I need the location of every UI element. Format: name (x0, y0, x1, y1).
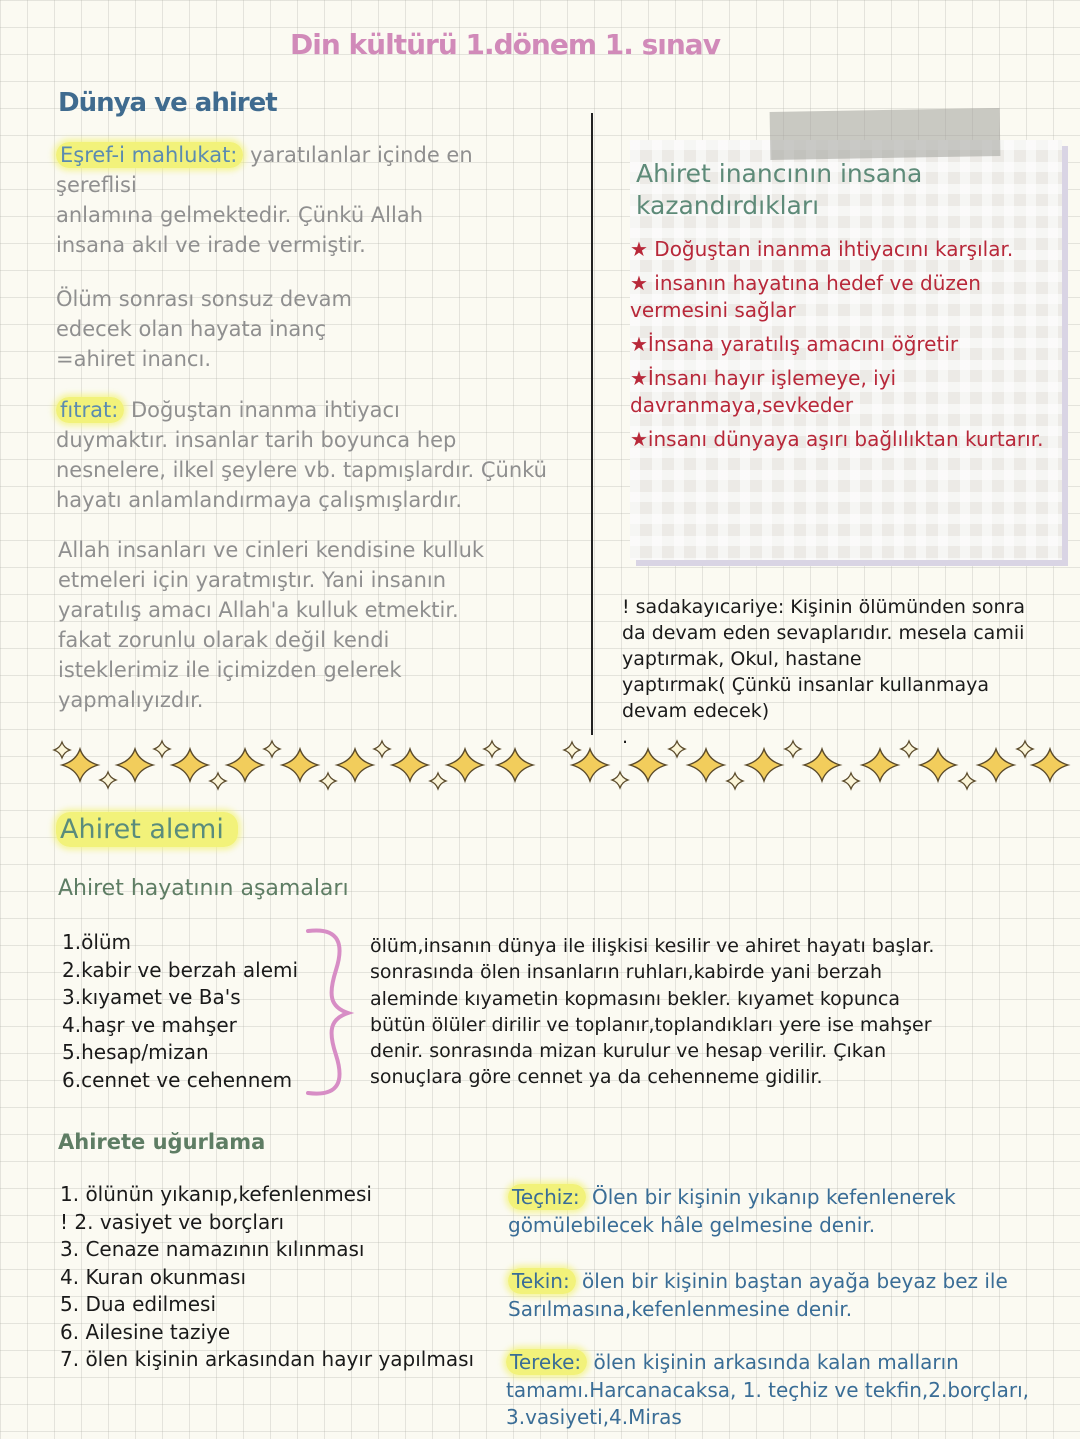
sparkle-icon (210, 773, 226, 789)
ugurlama-item: ! 2. vasiyet ve borçları (60, 1209, 285, 1234)
star-icon (62, 749, 98, 781)
desc-line: bütün ölüler dirilir ve toplanır,toplandıkları yere ise mahşer (370, 1013, 932, 1036)
stages-description (370, 933, 990, 1091)
techiz-line-1: Ölen bir kişinin yıkanıp kefenlenerek (585, 1185, 956, 1209)
sparkle-icon (564, 742, 580, 758)
esref-term: Eşref-i mahlukat: (56, 142, 243, 168)
techiz-line-2: gömülebilecek hâle gelmesine denir. (508, 1212, 876, 1237)
allah-paragraph (58, 535, 558, 715)
tekin-term: Tekin: (508, 1268, 576, 1294)
star-icon (392, 749, 428, 781)
tereke-line-1: ölen kişinin arkasında kalan malların (587, 1350, 959, 1374)
star-icon (688, 749, 724, 781)
fitrat-term: fıtrat: (56, 397, 124, 423)
star-icon (282, 749, 318, 781)
stage-item: 3.kıyamet ve Ba's (62, 985, 241, 1009)
sparkle-icon (264, 741, 280, 757)
esref-paragraph (56, 140, 556, 260)
sparkle-icon (959, 773, 975, 789)
star-icon (447, 749, 483, 781)
ugurlama-heading: Ahirete uğurlama (58, 1130, 266, 1154)
tereke-term: Tereke: (506, 1349, 587, 1375)
desc-line: ölüm,insanın dünya ile ilişkisi kesilir ve ahiret hayatı başlar. (370, 935, 935, 957)
allah-line-2: etmeleri için yaratmıştır. Yani insanın (58, 568, 447, 592)
fitrat-line-3: nesnelere, ilkel şeylere vb. tapmışlardır. Çünkü (56, 458, 547, 482)
sparkle-icon (320, 773, 336, 789)
star-icon (337, 749, 373, 781)
stage-item: 1.ölüm (62, 930, 132, 954)
stage-item: 2.kabir ve berzah alemi (62, 957, 299, 982)
note-title: Ahiret inancının insana kazandırdıkları (636, 159, 923, 220)
olum-paragraph (56, 284, 556, 374)
sadaka-line-6: . (622, 726, 629, 748)
fitrat-line-4: hayatı anlamlandırmaya çalışmışlardır. (56, 488, 463, 512)
sadaka-paragraph (622, 594, 1052, 750)
note-item: ★ Doğuştan inanma ihtiyacını karşılar. (630, 237, 1014, 261)
ugurlama-item: 5. Dua edilmesi (60, 1292, 217, 1316)
esref-line-3: anlamına gelmektedir. Çünkü Allah (56, 203, 424, 227)
sparkle-icon (901, 741, 917, 757)
tape-decoration (770, 108, 1001, 160)
column-divider (591, 113, 593, 735)
sadaka-line-1: ! sadakayıcariye: Kişinin ölümünden sonra (622, 596, 1025, 618)
star-icon (117, 749, 153, 781)
page-title: Din kültürü 1.dönem 1. sınav (290, 28, 720, 61)
ugurlama-item: 6. Ailesine taziye (60, 1319, 231, 1344)
stage-item: 4.haşr ve mahşer (62, 1012, 237, 1037)
star-icon (804, 749, 840, 781)
esref-line-4: insana akıl ve irade vermiştir. (56, 233, 366, 257)
allah-line-3: yaratılış amacı Allah'a kulluk etmektir. (58, 598, 459, 622)
desc-line: sonuçlara göre cennet ya da cehenneme gidilir. (370, 1066, 823, 1089)
sparkle-icon (843, 773, 859, 789)
tereke-line-2: tamamı.Harcanacaksa, 1. teçhiz ve tekfin,2.borçları, (506, 1377, 1029, 1402)
star-icon (746, 749, 782, 781)
star-icon (172, 749, 208, 781)
tekin-line-2: Sarılmasına,kefenlenmesine denir. (508, 1296, 853, 1321)
stage-item: 5.hesap/mizan (62, 1040, 209, 1064)
star-icon (572, 749, 608, 781)
star-icon (1032, 749, 1068, 781)
allah-line-6: yapmalıyızdır. (58, 688, 204, 712)
sparkle-icon (430, 773, 446, 789)
fitrat-line-1: Doğuştan inanma ihtiyacı (124, 398, 400, 422)
star-icon (227, 749, 263, 781)
sparkle-icon (727, 773, 743, 789)
olum-line-2: edecek olan hayata inanç (56, 317, 327, 341)
allah-line-1: Allah insanları ve cinleri kendisine kulluk (58, 538, 485, 562)
sadaka-line-4: yaptırmak( Çünkü insanlar kullanmaya (622, 674, 990, 696)
star-icon (920, 749, 956, 781)
note-list (630, 236, 1050, 460)
ugurlama-item: 1. ölünün yıkanıp,kefenlenmesi (60, 1182, 372, 1206)
tekin-definition (508, 1268, 1048, 1323)
star-icon (978, 749, 1014, 781)
star-icon (862, 749, 898, 781)
sparkle-icon (484, 741, 500, 757)
desc-line: sonrasında ölen insanların ruhları,kabirde yani berzah (370, 961, 882, 984)
note-item: ★insanı dünyaya aşırı bağlılıktan kurtarır. (630, 427, 1044, 451)
sparkle-icon (785, 741, 801, 757)
section-heading-ahiret-alemi: Ahiret alemi (56, 814, 238, 845)
sparkle-icon (374, 741, 390, 757)
sadaka-line-3: yaptırmak, Okul, hastane (622, 648, 862, 670)
ugurlama-item: 7. ölen kişinin arkasından hayır yapılması (60, 1347, 475, 1371)
sadaka-line-2: da devam eden sevaplarıdır. mesela camii (622, 622, 1025, 644)
note-item: ★İnsana yaratılış amacını öğretir (630, 332, 959, 356)
star-border-left (50, 735, 540, 795)
star-icon (630, 749, 666, 781)
sparkle-icon (100, 772, 116, 788)
sparkle-icon (612, 772, 628, 788)
tekin-line-1: ölen bir kişinin baştan ayağa beyaz bez ile (575, 1269, 1008, 1293)
star-border-right (560, 735, 1075, 795)
esref-line-1: yaratılanlar içinde en (243, 143, 473, 167)
desc-line: denir. sonrasında mizan kurulur ve hesap verilir. Çıkan (370, 1040, 887, 1063)
ugurlama-item: 4. Kuran okunması (60, 1264, 247, 1289)
sparkle-icon (1017, 741, 1033, 757)
section-heading-dunya-ahiret: Dünya ve ahiret (58, 88, 277, 118)
tereke-line-3: 3.vasiyeti,4.Miras (506, 1405, 682, 1429)
ugurlama-list (60, 1181, 500, 1374)
note-item: ★İnsanı hayır işlemeye, iyi davranmaya,sevkeder (630, 366, 897, 417)
esref-line-2: şereflisi (56, 173, 137, 197)
sparkle-icon (154, 741, 170, 757)
allah-line-4: fakat zorunlu olarak değil kendi (58, 628, 390, 652)
tereke-definition (506, 1349, 1046, 1432)
note-item: ★ insanın hayatına hedef ve düzen vermesini sağlar (630, 271, 981, 322)
techiz-definition (508, 1184, 1048, 1239)
olum-line-3: =ahiret inancı. (56, 347, 211, 371)
sadaka-line-5: devam edecek) (622, 700, 770, 722)
star-icon (497, 749, 533, 781)
ugurlama-item: 3. Cenaze namazının kılınması (60, 1237, 365, 1261)
curly-brace-icon (300, 925, 360, 1100)
desc-line: aleminde kıyametin kopmasını bekler. kıyamet kopunca (370, 987, 901, 1010)
stages-subheading: Ahiret hayatının aşamaları (58, 876, 349, 901)
sparkle-icon (669, 741, 685, 757)
fitrat-paragraph (56, 395, 576, 515)
techiz-term: Teçhiz: (508, 1184, 586, 1210)
olum-line-1: Ölüm sonrası sonsuz devam (56, 287, 352, 311)
fitrat-line-2: duymaktır. insanlar tarih boyunca hep (56, 428, 457, 452)
allah-line-5: isteklerimiz ile içimizden gelerek (58, 658, 402, 682)
stage-item: 6.cennet ve cehennem (62, 1067, 293, 1092)
sparkle-icon (54, 742, 70, 758)
